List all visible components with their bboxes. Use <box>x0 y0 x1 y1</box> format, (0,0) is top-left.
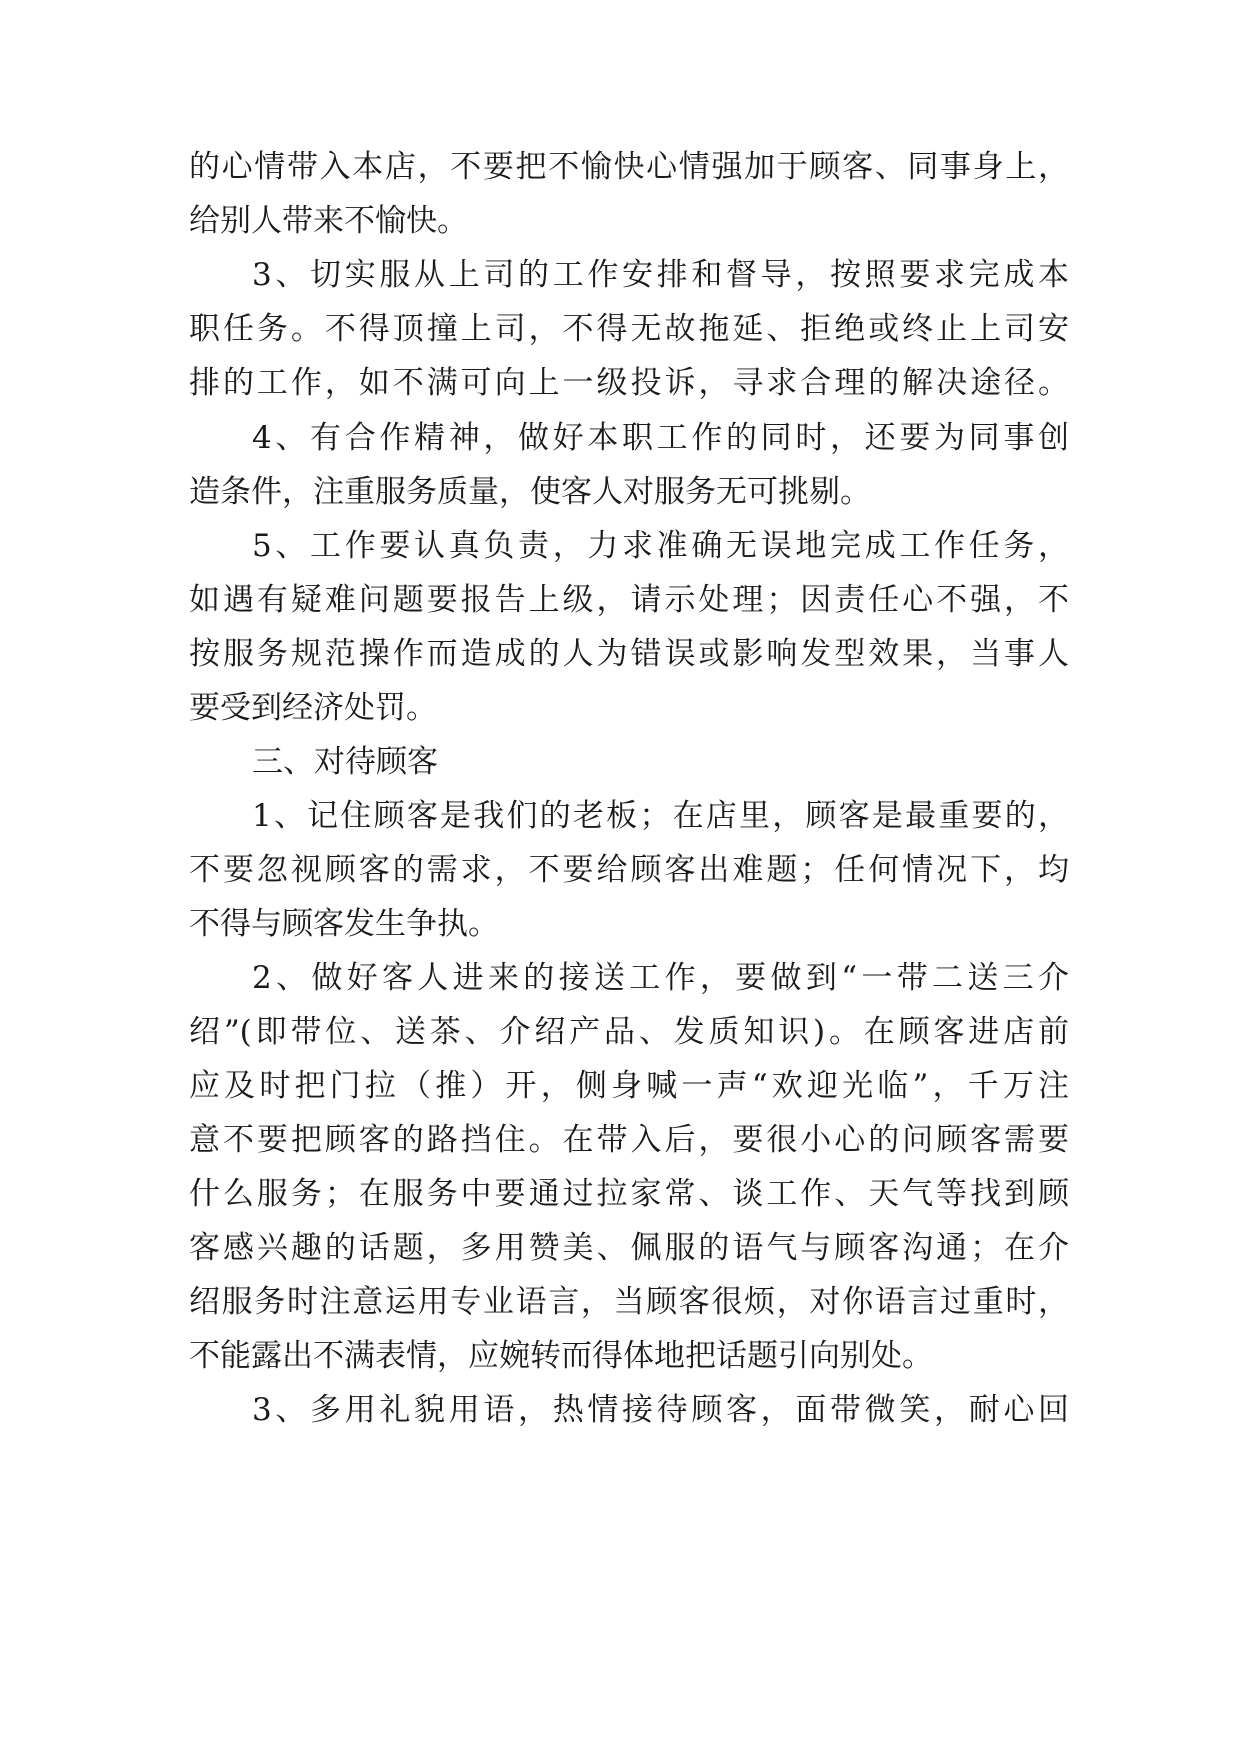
text-line: 的心情带入本店，不要把不愉快心情强加于顾客、同事身上， <box>189 149 1069 185</box>
text-line: 排的工作，如不满可向上一级投诉，寻求合理的解决途径。 <box>189 365 1069 401</box>
text-line: 应及时把门拉（推）开，侧身喊一声“欢迎光临”，千万注 <box>189 1068 1069 1104</box>
text-line: 绍服务时注意运用专业语言，当顾客很烦，对你语言过重时， <box>189 1284 1069 1320</box>
text-line: 什么服务；在服务中要通过拉家常、谈工作、天气等找到顾 <box>189 1176 1069 1212</box>
text-line: 5、工作要认真负责，力求准确无误地完成工作任务， <box>252 528 1069 564</box>
text-line: 按服务规范操作而造成的人为错误或影响发型效果，当事人 <box>189 636 1069 672</box>
text-line: 意不要把顾客的路挡住。在带入后，要很小心的问顾客需要 <box>189 1122 1069 1158</box>
text-line: 2、做好客人进来的接送工作，要做到“一带二送三介 <box>252 960 1069 996</box>
text-line: 3、切实服从上司的工作安排和督导，按照要求完成本 <box>252 257 1069 293</box>
text-line: 客感兴趣的话题，多用赞美、佩服的语气与顾客沟通；在介 <box>189 1230 1069 1266</box>
section-heading: 三、对待顾客 <box>252 744 438 780</box>
text-line: 4、有合作精神，做好本职工作的同时，还要为同事创 <box>252 420 1069 456</box>
text-line: 不得与顾客发生争执。 <box>189 906 499 942</box>
text-line: 如遇有疑难问题要报告上级，请示处理；因责任心不强，不 <box>189 582 1069 618</box>
text-line: 不能露出不满表情，应婉转而得体地把话题引向别处。 <box>189 1338 933 1374</box>
text-line: 3、多用礼貌用语，热情接待顾客，面带微笑，耐心回 <box>252 1392 1069 1428</box>
text-line: 绍”(即带位、送茶、介绍产品、发质知识)。在顾客进店前 <box>189 1014 1069 1050</box>
text-line: 造条件，注重服务质量，使客人对服务无可挑剔。 <box>189 474 871 510</box>
text-line: 职任务。不得顶撞上司，不得无故拖延、拒绝或终止上司安 <box>189 311 1069 347</box>
text-line: 要受到经济处罚。 <box>189 690 437 726</box>
text-line: 给别人带来不愉快。 <box>189 203 468 239</box>
text-line: 不要忽视顾客的需求，不要给顾客出难题；任何情况下，均 <box>189 852 1069 888</box>
text-line: 1、记住顾客是我们的老板；在店里，顾客是最重要的， <box>252 798 1069 834</box>
